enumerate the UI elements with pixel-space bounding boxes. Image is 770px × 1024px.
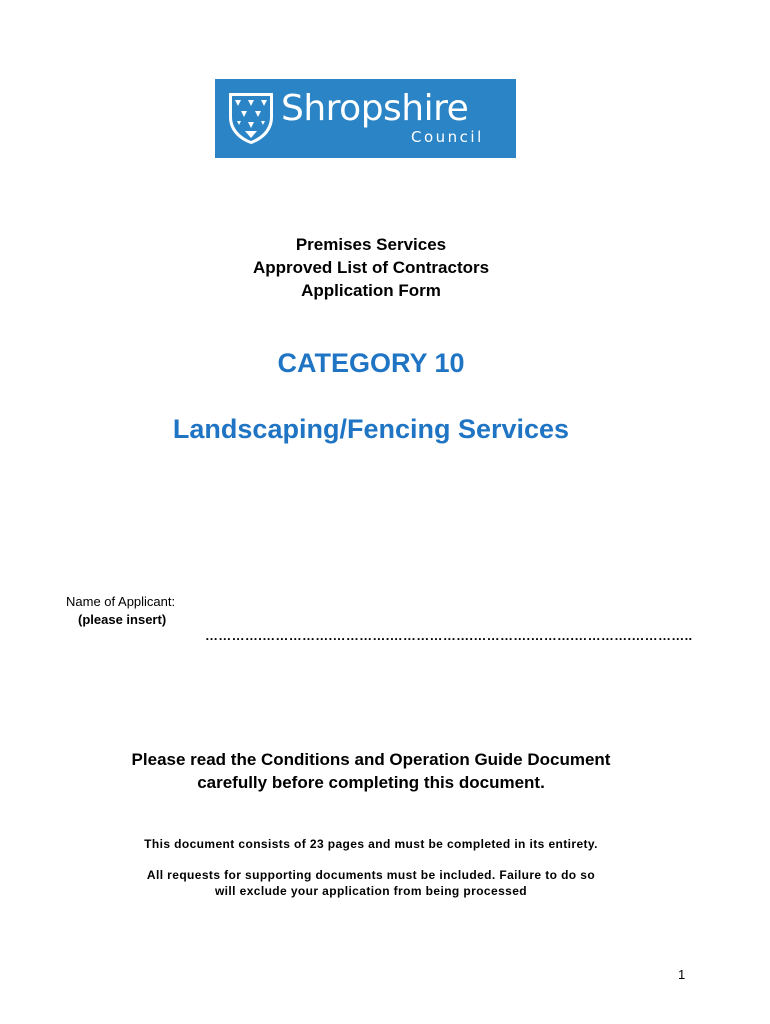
- notice-line-2: carefully before completing this document.: [197, 773, 545, 792]
- council-crest-icon: [227, 91, 275, 145]
- category-heading: CATEGORY 10: [277, 348, 465, 378]
- conditions-notice: [0, 748, 742, 794]
- applicant-name-hint: (please insert): [78, 612, 167, 627]
- logo-subtitle: Council: [411, 128, 484, 146]
- logo-wordmark: Shropshire: [281, 88, 469, 129]
- form-title-block: [0, 233, 742, 302]
- notice-line-1: Please read the Conditions and Operation Guide Document: [131, 750, 611, 769]
- page-number: 1: [678, 967, 686, 982]
- title-line-application-form: Application Form: [301, 281, 441, 300]
- applicant-name-label: Name of Applicant:: [66, 594, 176, 609]
- shropshire-council-logo: [215, 79, 516, 158]
- page-count-statement: This document consists of 23 pages and must be completed in its entirety.: [144, 837, 598, 851]
- title-line-premises: Premises Services: [295, 235, 447, 254]
- title-line-approved-list: Approved List of Contractors: [252, 258, 490, 277]
- applicant-name-field[interactable]: ………….…………….………….……………….………….……….………….…………..: [205, 628, 693, 643]
- requests-line-1: All requests for supporting documents must be included. Failure to do so: [146, 868, 596, 882]
- supporting-documents-statement: [0, 867, 742, 899]
- service-heading: Landscaping/Fencing Services: [172, 414, 570, 444]
- requests-line-2: will exclude your application from being processed: [214, 884, 528, 898]
